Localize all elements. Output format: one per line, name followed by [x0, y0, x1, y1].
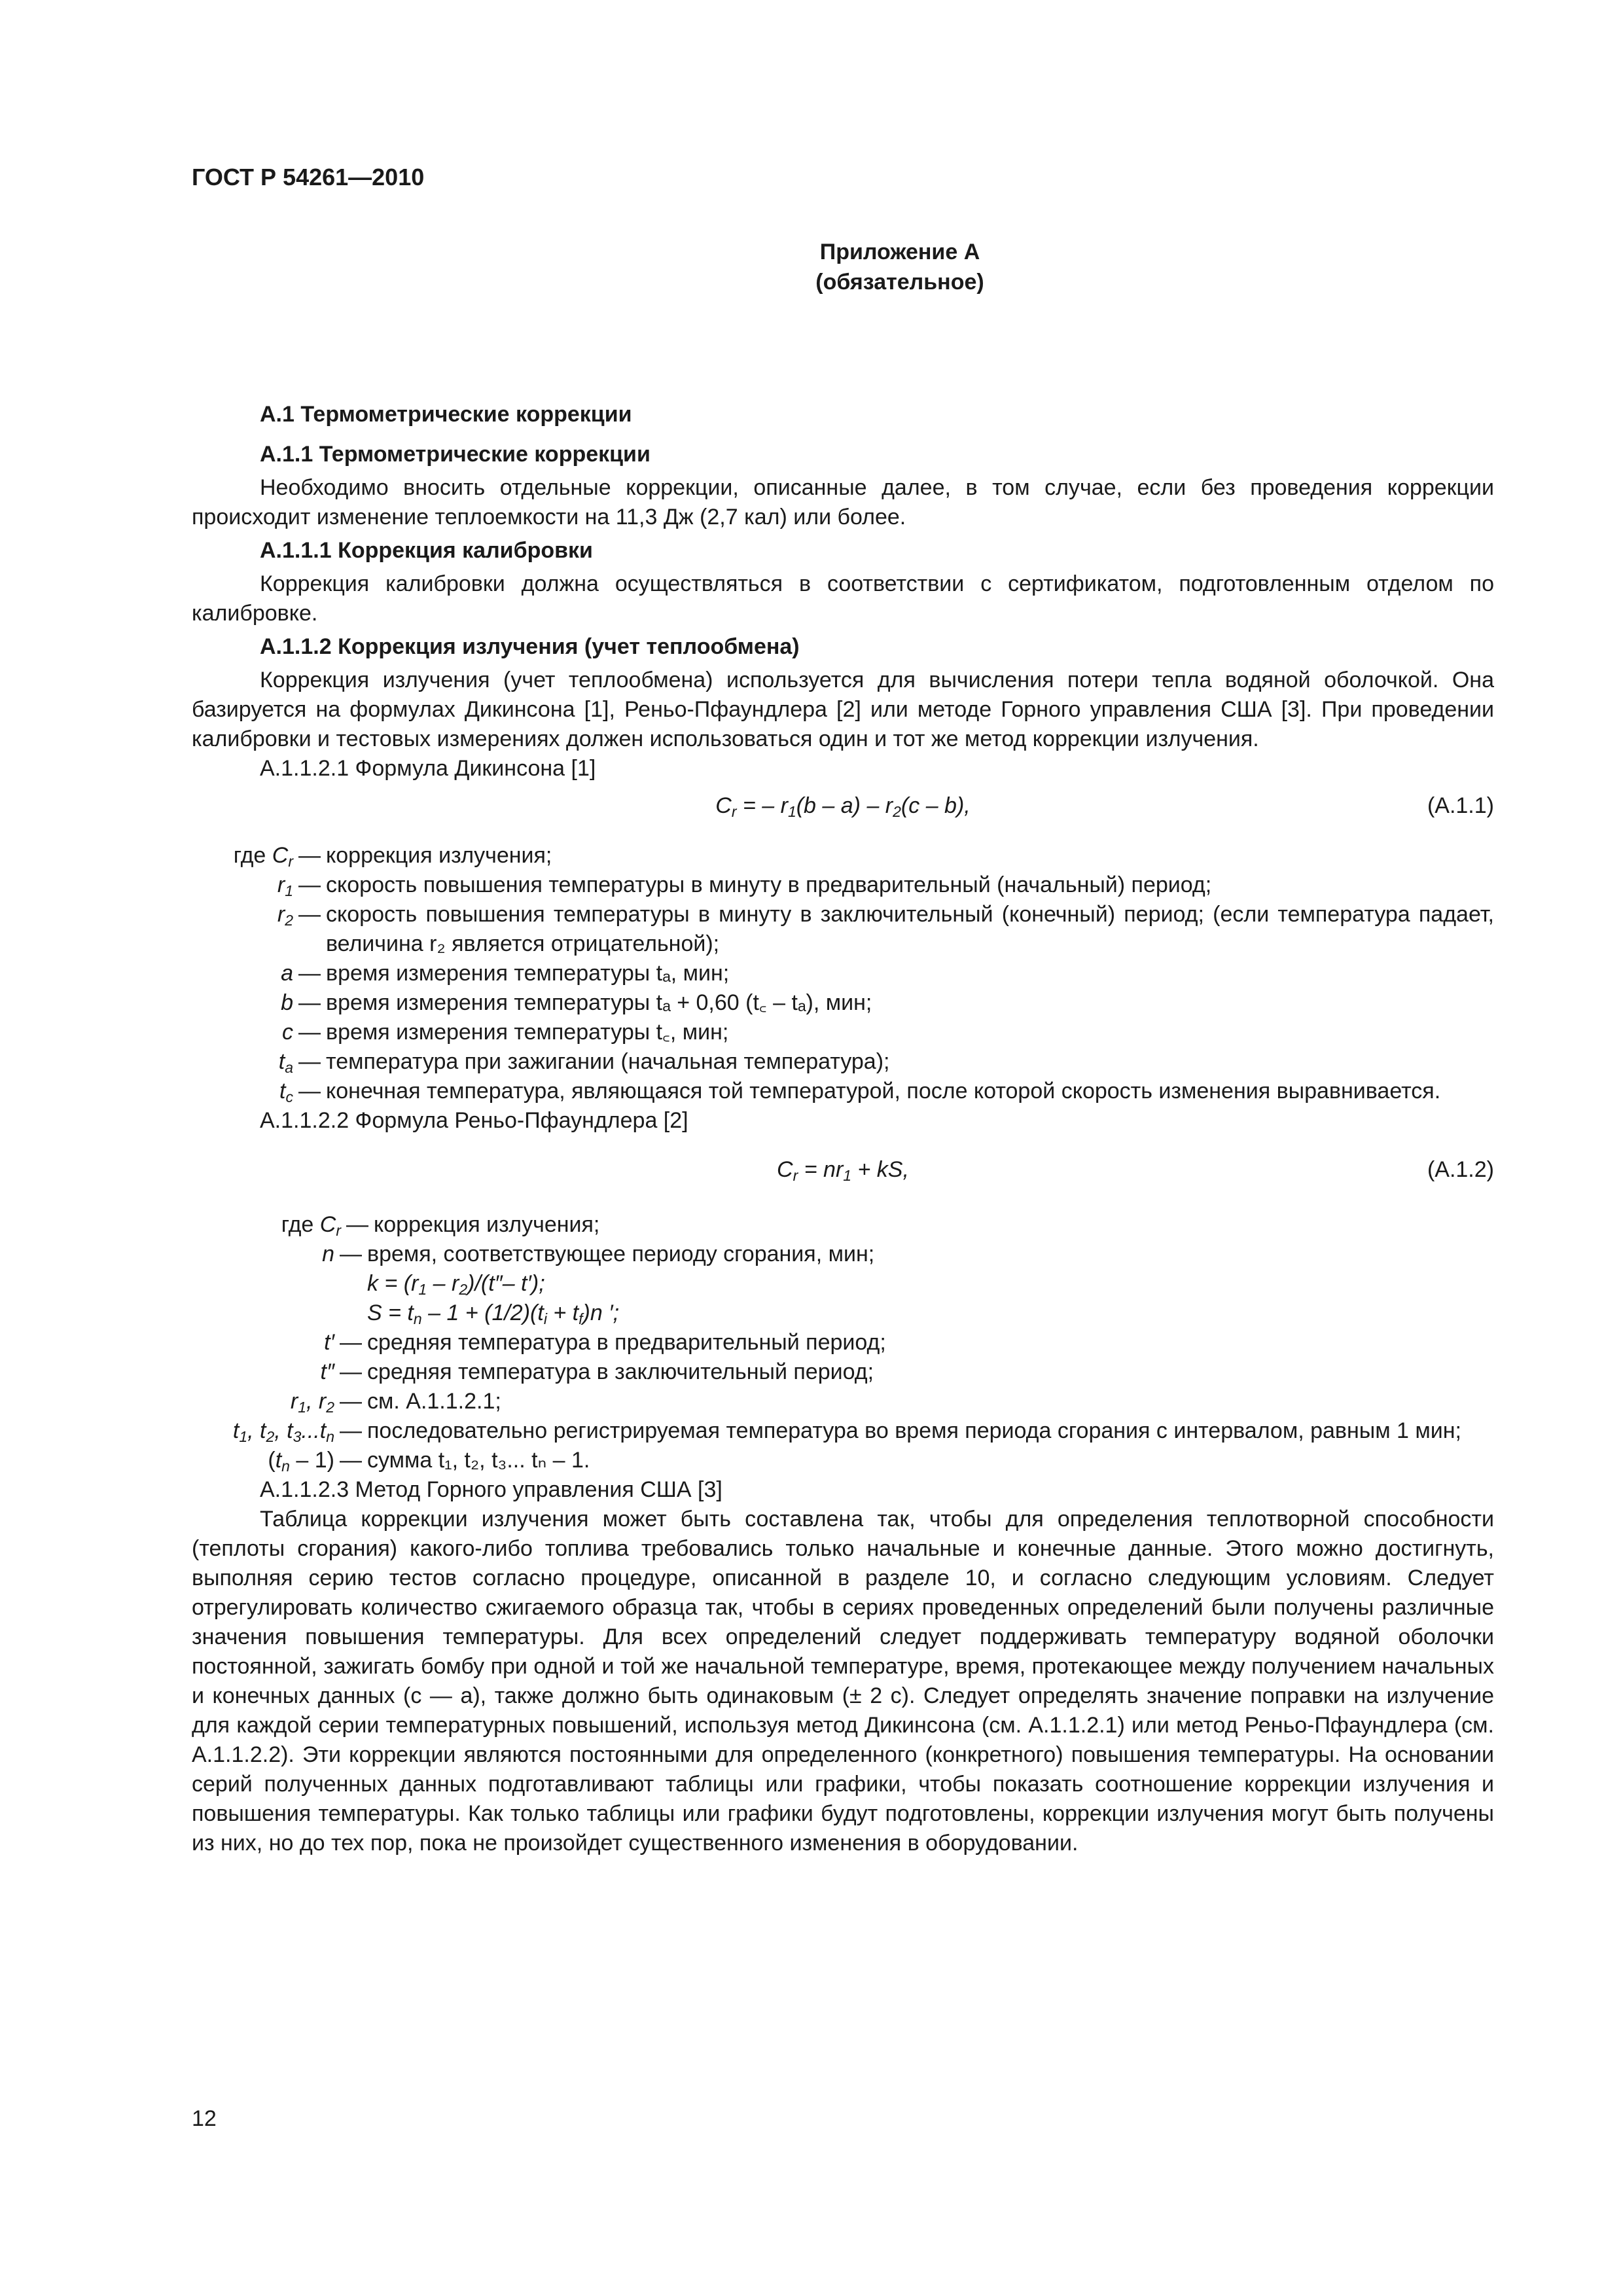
definition-item: $t_a$ — температура при зажигании (начальная температура); — [192, 1047, 1494, 1077]
definition-text: время измерения температуры tₐ, мин; — [326, 961, 730, 986]
section-a112-heading: А.1.1.2 Коррекция излучения (учет теплообмена) — [260, 634, 800, 659]
formula-s: $S = t_n - 1 + (1/2)(t_i + t_f)n$ ′; — [367, 1300, 620, 1327]
appendix-status: (обязательное) — [815, 270, 984, 295]
definitions-list-2 — [192, 1210, 1494, 1475]
formula-a11-number: (А.1.1) — [1427, 793, 1494, 818]
definition-item: где $C_r$ — коррекция излучения; — [192, 1210, 1494, 1240]
definition-text: температура при зажигании (начальная температура); — [326, 1049, 890, 1074]
definition-item: b — время измерения температуры tₐ + 0,60 (t꜀ – tₐ), мин; — [192, 988, 1494, 1018]
definition-text: время измерения температуры t꜀, мин; — [326, 1020, 729, 1045]
definition-item: $t_1$, $t_2$, $t_3...t_n$ — последовательно регистрируемая температура во время периода сгорания с интервалом, равным 1 мин; — [192, 1416, 1494, 1446]
section-a11-heading: А.1.1 Термометрические коррекции — [260, 442, 651, 467]
definition-item: где $C_r$ — коррекция излучения; — [192, 841, 1494, 870]
definitions-list-1 — [192, 841, 1494, 1106]
formula-a12-expression: $C_r = nr_1$ + kS, — [777, 1157, 909, 1184]
page-number: 12 — [192, 2106, 217, 2131]
definition-item: $(t_n - 1)$ — сумма t₁, t₂, t₃... tₙ – 1. — [192, 1446, 1494, 1475]
formula-a12 — [192, 1155, 1494, 1197]
definition-text: время измерения температуры tₐ + 0,60 (t꜀ – tₐ), мин; — [326, 990, 872, 1015]
definition-text: время, соответствующее периоду сгорания, мин; — [367, 1242, 875, 1266]
definition-text: последовательно регистрируемая температура во время периода сгорания с интервалом, равным 1 мин; — [367, 1418, 1461, 1443]
definition-item: t′ — средняя температура в предварительный период; — [192, 1328, 1494, 1357]
section-a1123-paragraph: Таблица коррекции излучения может быть составлена так, чтобы для определения теплотворной способности (теплоты сгорания) какого-либо топлива требовались только начальные и конечные данные. Этого можно достигнуть, выполняя серию тестов согласно процедуре, описанной в разделе 10, и согласно следующим условиям. Следует отрегулировать количество сжигаемого образца так, чтобы в сериях проведенных определений были получены различные значения повышения температуры. Для всех определений следует поддерживать температуру водяной оболочки постоянной, зажигать бомбу при одной и той же начальной температуре, время, протекающее между получением начальных и конечных данных (с — а), также должно быть одинаковым (± 2 с). Следует определять значение поправки на излучение для каждой серии температурных повышений, используя метод Дикинсона (см. А.1.1.2.1) или метод Реньо-Пфаундлера (см. А.1.1.2.2). Эти коррекции являются постоянными для определенного (конкретного) повышения температуры. На основании серий полученных данных подготавливают таблицы или графики, чтобы показать соотношение коррекции излучения и повышения температуры. Как только таблицы или графики будут подготовлены, коррекции излучения могут быть получены из них, но до тех пор, пока не произойдет существенного изменения в оборудовании. — [192, 1507, 1494, 1856]
formula-a12-number: (А.1.2) — [1427, 1157, 1494, 1182]
section-a111-heading: А.1.1.1 Коррекция калибровки — [260, 538, 593, 563]
appendix-heading — [0, 237, 1623, 297]
document-code: ГОСТ Р 54261—2010 — [192, 164, 425, 190]
definition-text: коррекция излучения; — [326, 843, 552, 868]
section-a1122-heading: А.1.1.2.2 Формула Реньо-Пфаундлера [2] — [260, 1108, 688, 1133]
section-a1-heading: А.1 Термометрические коррекции — [260, 402, 632, 427]
definition-item — [192, 1299, 1494, 1328]
definition-item: t″ — средняя температура в заключительный период; — [192, 1357, 1494, 1387]
section-a112-paragraph: Коррекция излучения (учет теплообмена) используется для вычисления потери тепла водяной оболочкой. Она базируется на формулах Дикинсона [1], Реньо-Пфаундлера [2] или методе Горного управления США [3]. При проведении калибровки и тестовых измерениях должен использоваться один и тот же метод коррекции излучения. — [192, 668, 1494, 751]
definition-item: $t_c$ — конечная температура, являющаяся той температурой, после которой скорость изменения выравнивается. — [192, 1077, 1494, 1106]
definition-item — [192, 1269, 1494, 1299]
document-body — [192, 396, 1494, 1858]
formula-k: $k = (r_1 - r_2)/(t''-$ t′); — [367, 1271, 545, 1298]
formula-a11-expression: $C_r$ = – $r_1(b - a) - r_2(c - b)$, — [715, 793, 971, 820]
definition-text: средняя температура в заключительный период; — [367, 1359, 874, 1384]
formula-a11 — [192, 791, 1494, 833]
definition-item: $r_1$, $r_2$ — см. А.1.1.2.1; — [192, 1387, 1494, 1416]
definition-text: средняя температура в предварительный период; — [367, 1330, 886, 1355]
where-label: где — [233, 843, 266, 868]
where-label: где — [281, 1212, 314, 1237]
definition-item: n — время, соответствующее периоду сгорания, мин; — [192, 1240, 1494, 1269]
section-a11-paragraph: Необходимо вносить отдельные коррекции, описанные далее, в том случае, если без проведения коррекции происходит изменение теплоемкости на 11,3 Дж (2,7 кал) или более. — [192, 475, 1494, 529]
definition-item: $r_2$ — скорость повышения температуры в минуту в заключительный (конечный) период; (если температура падает, величина r₂ является отрицательной); — [192, 900, 1494, 959]
definition-item: $r_1$ — скорость повышения температуры в минуту в предварительный (начальный) период; — [192, 870, 1494, 900]
definition-text: см. А.1.1.2.1; — [367, 1389, 501, 1414]
definition-text: коррекция излучения; — [374, 1212, 600, 1237]
definition-text: конечная температура, являющаяся той температурой, после которой скорость изменения выравнивается. — [326, 1079, 1441, 1103]
definition-item: c — время измерения температуры t꜀, мин; — [192, 1018, 1494, 1047]
appendix-title: Приложение А — [819, 240, 980, 264]
definition-text: скорость повышения температуры в минуту в заключительный (конечный) период; (если температура падает, величина r₂ является отрицательной); — [326, 902, 1494, 956]
definition-item: a — время измерения температуры tₐ, мин; — [192, 959, 1494, 988]
definition-text: сумма t₁, t₂, t₃... tₙ – 1. — [367, 1448, 590, 1473]
definition-text: скорость повышения температуры в минуту в предварительный (начальный) период; — [326, 872, 1212, 897]
section-a1121-heading: А.1.1.2.1 Формула Дикинсона [1] — [260, 756, 596, 781]
section-a111-paragraph: Коррекция калибровки должна осуществляться в соответствии с сертификатом, подготовленным отделом по калибровке. — [192, 571, 1494, 626]
section-a1123-heading: А.1.1.2.3 Метод Горного управления США [3] — [260, 1477, 722, 1502]
